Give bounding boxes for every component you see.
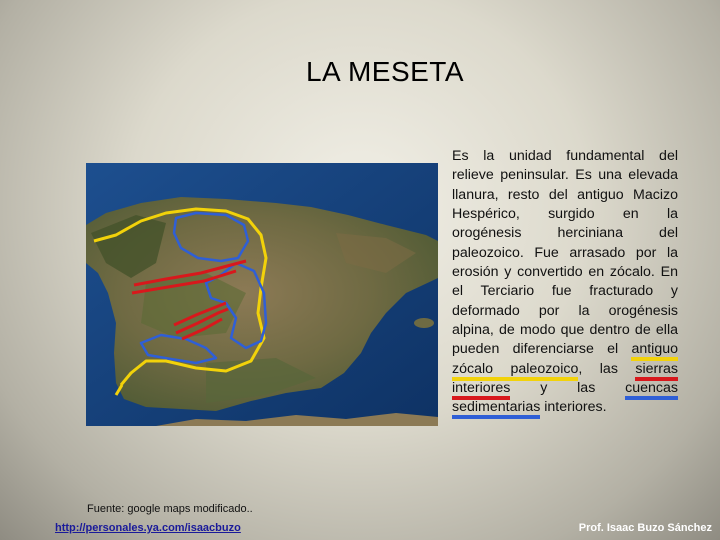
- footer-author: Prof. Isaac Buzo Sánchez: [578, 522, 712, 534]
- iberian-peninsula-map: [86, 163, 438, 426]
- highlight-cuencas: cuencas sedimentarias: [452, 380, 678, 419]
- description-text-end: interiores.: [540, 399, 607, 416]
- description-connector-2: y las: [510, 380, 626, 397]
- description-connector-1: , las: [578, 360, 636, 377]
- meseta-description: [452, 147, 678, 418]
- meseta-map-illustration: [86, 163, 438, 426]
- slide-title: LA MESETA: [305, 56, 465, 87]
- description-text-start: Es la unidad fundamental del relieve peninsular. Es una elevada llanura, resto del antiguo Macizo Hespérico, surgido en la orogénesis herciniana del paleozoico. Fue arrasado por la erosión y convertido en zócalo. En el Terciario fue fracturado y deformado por la orogénesis alpina, de modo que dentro de ella pueden diferenciarse el: [452, 148, 678, 358]
- highlight-sierras: sierras interiores: [452, 361, 678, 400]
- highlight-zocalo: antiguo zócalo paleozoico: [452, 341, 678, 380]
- footer-link[interactable]: http://personales.ya.com/isaacbuzo: [55, 522, 241, 534]
- source-note: Fuente: google maps modificado..: [87, 503, 253, 515]
